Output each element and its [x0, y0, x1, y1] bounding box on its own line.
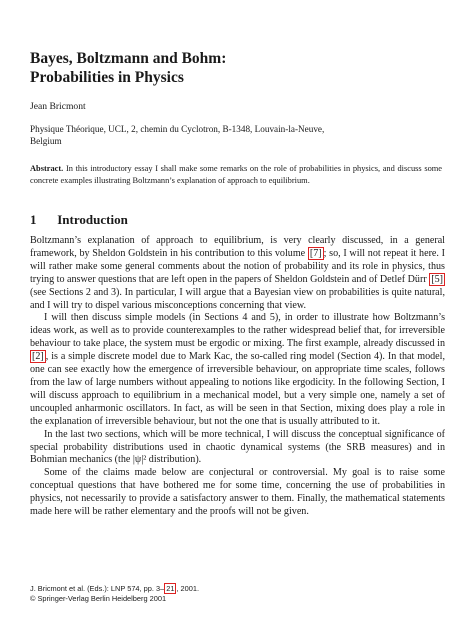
section-heading	[30, 212, 128, 228]
paragraph-1-text-c: (see Sections 2 and 3). In particular, I will argue that a Bayesian view on probabilities is quite natural, and I will try to dispel various misconceptions concerning that view.	[30, 286, 445, 311]
paragraph-4: Some of the claims made below are conjectural or controversial. My goal is to raise some conceptual questions that have bothered me for some time, concerning the use of probabilities in physics, not necessarily to provide a satisfactory answer to them. Finally, the mathematical statements made here will be rather elementary and the proofs will not be given.	[30, 467, 445, 518]
title-line-1: Bayes, Boltzmann and Bohm:	[30, 50, 227, 67]
paragraph-3: In the last two sections, which will be more technical, I will discuss the conceptual significance of special probability distributions used in chaotic dynamical systems (the SRB measures) and in Bohmian mechanics (the |ψ|² distribution).	[30, 428, 445, 466]
author-name: Jean Bricmont	[30, 101, 86, 112]
affiliation	[30, 123, 450, 147]
title-line-2: Probabilities in Physics	[30, 69, 184, 86]
footer-year: , 2001.	[176, 584, 200, 593]
footer-copyright: © Springer-Verlag Berlin Heidelberg 2001	[30, 594, 167, 603]
affiliation-line-1: Physique Théorique, UCL, 2, chemin du Cyclotron, B-1348, Louvain-la-Neuve,	[30, 124, 325, 134]
page-link-21[interactable]: 21	[166, 584, 175, 593]
paper-title	[30, 49, 450, 87]
paragraph-2-text-a: I will then discuss simple models (in Sections 4 and 5), in order to illustrate how Boltzmann’s ideas work, as well as to provide counterexamples to the rather widespread belief that, for irreversible behaviour to take place, the system must be ergodic or mixing. The first example, already discussed in	[30, 312, 445, 350]
paragraph-1-text-b: ; so, I will not repeat it here. I will rather make some general comments about the notion of probability and its role in physics, thus trying to answer questions that are left open in the papers of Sheldon Goldstein and of Detlef Dürr	[30, 247, 445, 285]
abstract-text: In this introductory essay I shall make some remarks on the role of probabilities in physics, and discuss some concrete examples illustrating Boltzmann’s explanation of approach to equilibrium.	[30, 164, 443, 185]
body-text	[30, 235, 445, 519]
paragraph-1	[30, 235, 445, 312]
footer-line-1	[30, 584, 199, 594]
citation-link-2[interactable]: [2]	[32, 351, 44, 363]
paragraph-2-text-b: , is a simple discrete model due to Mark Kac, the so-called ring model (Section 4). In that model, one can see exactly how the emergence of irreversible behaviour, on appropriate time scales, follows from the law of large numbers without appealing to notions like ergodicity. In the following Section, I will discuss approach to equilibrium in a mechanical model, but a very simple one, namely a set of uncoupled anharmonic oscillators. In fact, as will be seen in that Section, mixing does play a role in the explanation of irreversible behaviour, but not the one that is usually attributed to it.	[30, 351, 445, 427]
footer	[30, 584, 199, 604]
paragraph-1-text-a: Boltzmann’s explanation of approach to equilibrium, is very clearly discussed, in a general framework, by Sheldon Goldstein in his contribution to this volume	[30, 235, 445, 259]
abstract-label: Abstract.	[30, 164, 64, 173]
section-number: 1	[30, 212, 37, 227]
affiliation-line-2: Belgium	[30, 136, 62, 146]
footer-citation-text: J. Bricmont et al. (Eds.): LNP 574, pp. 3–	[30, 584, 165, 593]
citation-link-5[interactable]: [5]	[431, 273, 443, 285]
paragraph-2	[30, 312, 445, 428]
abstract	[30, 163, 442, 186]
section-title: Introduction	[57, 212, 128, 227]
citation-link-7[interactable]: [7]	[309, 247, 322, 259]
